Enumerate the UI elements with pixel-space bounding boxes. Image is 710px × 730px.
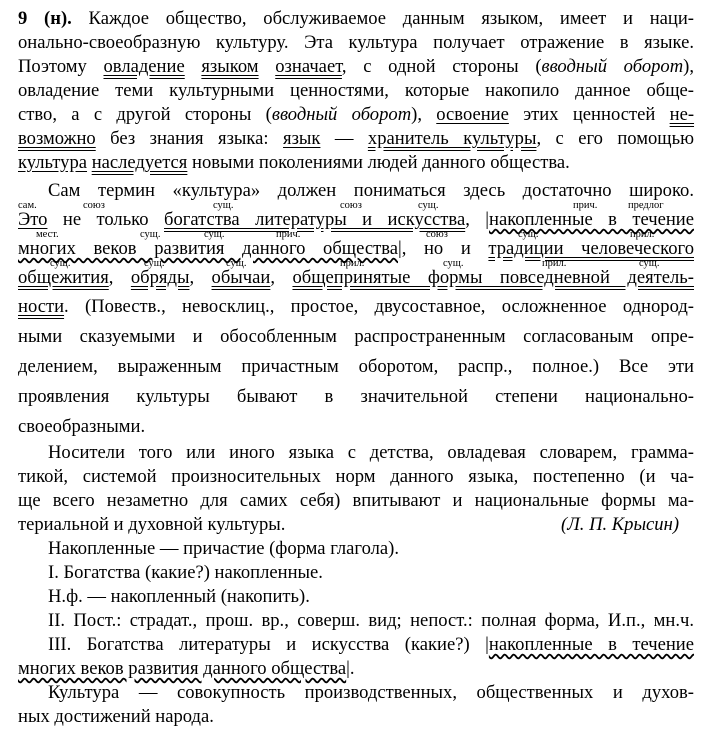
- p2-line-8: проявления культуры бывают в значительной степени национально-: [18, 386, 694, 407]
- p1-line-5: ство, а с другой стороны (вводный оборот), освоение этих ценностей не-: [18, 104, 695, 125]
- analysis-line-5: III. Богатства литературы и искусства (какие?) |накопленные в течение: [48, 634, 695, 655]
- p2-line-2: Это не только богатства литературы и искусства, |накопленные в течение: [18, 209, 694, 230]
- predicate-hranitel: хранитель культуры: [367, 128, 537, 149]
- predicate-obychai: обычаи: [211, 267, 271, 288]
- subject-yazyk: язык: [283, 128, 321, 149]
- p3-line-3: ще всего незаметно для самих себя) впитывают и национальные формы ма-: [18, 490, 694, 511]
- annotation-mest: мест.: [36, 229, 59, 240]
- annotation-pril-1: прил.: [630, 229, 655, 240]
- annotation-sushch-1: сущ.: [213, 200, 234, 211]
- p1-line-4: овладение теми культурными ценностями, которые накопило данное обще-: [18, 80, 694, 101]
- annotation-pril-2: прил.: [340, 258, 365, 269]
- annotation-sushch-10: сущ.: [639, 258, 660, 269]
- annotation-prich-1: прич.: [573, 200, 598, 211]
- participle-phrase-1: накопленные в течение: [489, 209, 694, 230]
- p2-line-1: Сам термин «культура» должен пониматься здесь достаточно широко.: [48, 180, 694, 201]
- analysis-line-3: Н.ф. — накопленный (накопить).: [48, 586, 310, 607]
- annotation-sushch-5: сущ.: [518, 229, 539, 240]
- p1-line-3: Поэтому овладение языком означает, с одной стороны (вводный оборот),: [18, 56, 694, 77]
- annotation-predlog: предлог: [628, 200, 664, 211]
- predicate-oznachaet: означает: [275, 56, 342, 77]
- p2-line-3: многих веков развития данного общества|, но и традиции человеческого: [18, 238, 694, 259]
- annotation-prich-2: прич.: [276, 229, 301, 240]
- predicate-yazykom: языком: [201, 56, 259, 77]
- p4-line-1: Культура — совокупность производственных, общественных и духов-: [48, 682, 694, 703]
- analysis-line-2: I. Богатства (какие?) накопленные.: [48, 562, 323, 583]
- analysis-line-6: многих веков развития данного общества|.: [18, 658, 355, 679]
- intro-phrase-note-2: вводный оборот: [271, 104, 412, 125]
- analysis-participle-phrase-1: накопленные в течение: [488, 634, 695, 655]
- annotation-sushch-3: сущ.: [140, 229, 161, 240]
- subject-osvoenie: освоение: [436, 104, 509, 125]
- p2-line-4: общежития, обряды, обычаи, общепринятые формы повседневной деятель-: [18, 267, 694, 288]
- p2-line-7: делением, выраженным причастным оборотом, распр., полное.) Все эти: [18, 356, 694, 377]
- annotation-sushch-2: сущ.: [418, 200, 439, 211]
- predicate-formy: общепринятые формы повседневной деятель-: [292, 267, 694, 288]
- exercise-number: 9 (н).: [18, 8, 72, 29]
- p2-line-5: ности. (Повеств., невосклиц., простое, двусоставное, осложненное однород-: [18, 296, 694, 317]
- analysis-participle-phrase-2: многих веков развития данного общества: [18, 658, 347, 679]
- predicate-ovladenie: овладение: [103, 56, 185, 77]
- predicate-obryady: обряды: [130, 267, 190, 288]
- p4-line-2: ных достижений народа.: [18, 706, 214, 727]
- analysis-line-4: II. Пост.: страдат., прош. вр., соверш. вид; непост.: полная форма, И.п., мн.ч.: [48, 610, 694, 631]
- participle-phrase-2: многих веков развития данного общества: [18, 238, 398, 259]
- annotation-sushch-8: сущ.: [226, 258, 247, 269]
- annotation-soyuz-3: союз: [426, 229, 448, 240]
- predicate-bogatstva: богатства литературы и искусства: [164, 209, 466, 230]
- p1-line-6: возможно без знания языка: язык — хранитель культуры, с его помощью: [18, 128, 694, 149]
- analysis-line-1: Накопленные — причастие (форма глагола).: [48, 538, 400, 559]
- p3-line-1: Носители того или иного языка с детства, овладевая словарем, грамма-: [48, 442, 694, 463]
- subject-eto: Это: [18, 209, 48, 230]
- predicate-obshchezhitiya: общежития: [18, 267, 109, 288]
- intro-phrase-note: вводный оборот: [541, 56, 684, 77]
- annotation-sam: сам.: [18, 200, 37, 211]
- p1-line-2: онально-своеобразную культуру. Эта культура получает отражение в языке.: [18, 32, 694, 53]
- p3-line-2: тикой, системой произносительных норм данного языка, постепенно (и ча-: [18, 466, 694, 487]
- p1-text: Каждое общество, обслуживаемое данным языком, имеет и наци-: [88, 8, 694, 29]
- annotation-sushch-9: сущ.: [443, 258, 464, 269]
- author-citation: (Л. П. Крысин): [561, 514, 680, 535]
- annotation-sushch-4: сущ.: [204, 229, 225, 240]
- p1-line-7: культура наследуется новыми поколениями людей данного общества.: [18, 152, 570, 173]
- subject-kultura: культура: [18, 152, 88, 173]
- annotation-pril-3: прил.: [542, 258, 567, 269]
- predicate-nevozmozhno-1: не-: [669, 104, 695, 125]
- predicate-nosti: ности: [18, 296, 65, 317]
- predicate-tradicii: традиции человеческого: [488, 238, 694, 259]
- predicate-nasleduetsya: наследуется: [91, 152, 188, 173]
- annotation-soyuz-2: союз: [340, 200, 362, 211]
- p1-line-1: [18, 8, 694, 30]
- annotation-sushch-7: сущ.: [144, 258, 165, 269]
- annotation-sushch-6: сущ.: [50, 258, 71, 269]
- p3-line-4: териальной и духовной культуры.: [18, 514, 286, 535]
- p2-line-6: ными сказуемыми и обособленным распространенным согласованым опре-: [18, 326, 694, 347]
- predicate-nevozmozhno-2: возможно: [18, 128, 96, 149]
- annotation-soyuz-1: союз: [83, 200, 105, 211]
- p2-line-9: своеобразными.: [18, 416, 146, 437]
